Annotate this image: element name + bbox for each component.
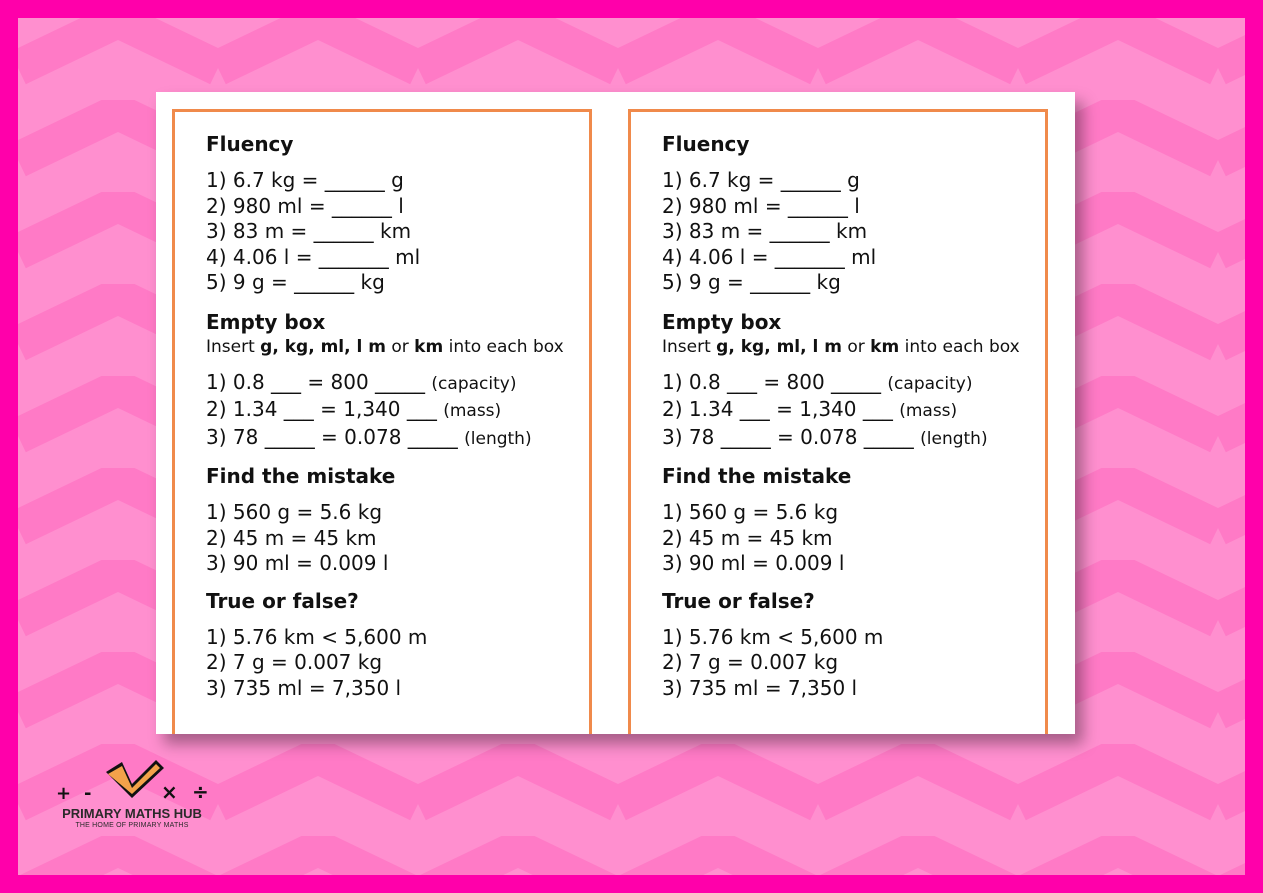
fluency-list — [206, 168, 589, 296]
fluency-item: 3) 83 m = ______ km — [662, 219, 868, 243]
empty-box-item: 1) 0.8 ___ = 800 _____ (capacity) — [206, 369, 517, 394]
fluency-item: 5) 9 g = ______ kg — [662, 270, 841, 294]
empty-box-item: 2) 1.34 ___ = 1,340 ___ (mass) — [662, 397, 958, 421]
fluency-list — [662, 168, 1045, 296]
find-mistake-item: 2) 45 m = 45 km — [206, 525, 377, 550]
fluency-item: 1) 6.7 kg = ______ g — [206, 168, 404, 192]
find-mistake-title: Find the mistake — [206, 464, 396, 488]
empty-box-list — [662, 370, 1045, 453]
fluency-item: 4) 4.06 l = _______ ml — [662, 244, 877, 269]
empty-box-item: 2) 1.34 ___ = 1,340 ___ (mass) — [206, 397, 502, 421]
find-mistake-list — [206, 500, 589, 577]
find-mistake-item: 3) 90 ml = 0.009 l — [662, 551, 845, 575]
empty-box-item: 3) 78 _____ = 0.078 _____ (length) — [206, 424, 532, 449]
fluency-item: 2) 980 ml = ______ l — [662, 193, 860, 218]
true-false-item: 2) 7 g = 0.007 kg — [206, 650, 383, 674]
true-false-item: 3) 735 ml = 7,350 l — [206, 675, 402, 700]
fluency-item: 4) 4.06 l = _______ ml — [206, 244, 421, 269]
true-false-item: 3) 735 ml = 7,350 l — [662, 675, 858, 700]
empty-box-instructions: Insert g, kg, ml, l m or km into each box — [206, 336, 564, 357]
empty-box-item: 3) 78 _____ = 0.078 _____ (length) — [662, 424, 988, 449]
empty-box-title: Empty box — [206, 309, 326, 334]
true-false-item: 2) 7 g = 0.007 kg — [662, 650, 839, 674]
empty-box-item: 1) 0.8 ___ = 800 _____ (capacity) — [662, 369, 973, 394]
checkmark-icon — [106, 760, 164, 798]
fluency-item: 3) 83 m = ______ km — [206, 219, 412, 243]
true-false-list — [206, 625, 589, 702]
true-false-title: True or false? — [662, 588, 815, 613]
plus-symbol: + — [56, 783, 72, 804]
find-mistake-item: 1) 560 g = 5.6 kg — [662, 500, 839, 524]
fluency-title: Fluency — [206, 132, 294, 156]
find-mistake-item: 3) 90 ml = 0.009 l — [206, 551, 389, 575]
fluency-item: 1) 6.7 kg = ______ g — [662, 168, 860, 192]
true-false-list — [662, 625, 1045, 702]
true-false-title: True or false? — [206, 588, 359, 613]
find-mistake-item: 2) 45 m = 45 km — [662, 525, 833, 550]
find-mistake-list — [662, 500, 1045, 577]
find-mistake-title: Find the mistake — [662, 464, 852, 488]
fluency-title: Fluency — [662, 132, 750, 156]
divide-symbol: ÷ — [192, 780, 209, 804]
multiply-symbol: × — [161, 780, 178, 804]
true-false-item: 1) 5.76 km < 5,600 m — [206, 624, 428, 649]
logo-name: PRIMARY MATHS HUB — [62, 806, 202, 821]
logo-tagline: THE HOME OF PRIMARY MATHS — [75, 822, 189, 829]
true-false-item: 1) 5.76 km < 5,600 m — [662, 624, 884, 649]
find-mistake-item: 1) 560 g = 5.6 kg — [206, 500, 383, 524]
empty-box-instructions: Insert g, kg, ml, l m or km into each box — [662, 336, 1020, 357]
fluency-item: 5) 9 g = ______ kg — [206, 270, 385, 294]
fluency-item: 2) 980 ml = ______ l — [206, 193, 404, 218]
worksheet — [156, 92, 1075, 734]
empty-box-list — [206, 370, 589, 453]
worksheet-card-left — [172, 109, 592, 734]
minus-symbol: - — [84, 783, 92, 804]
empty-box-title: Empty box — [662, 309, 782, 334]
worksheet-card-right — [628, 109, 1048, 734]
